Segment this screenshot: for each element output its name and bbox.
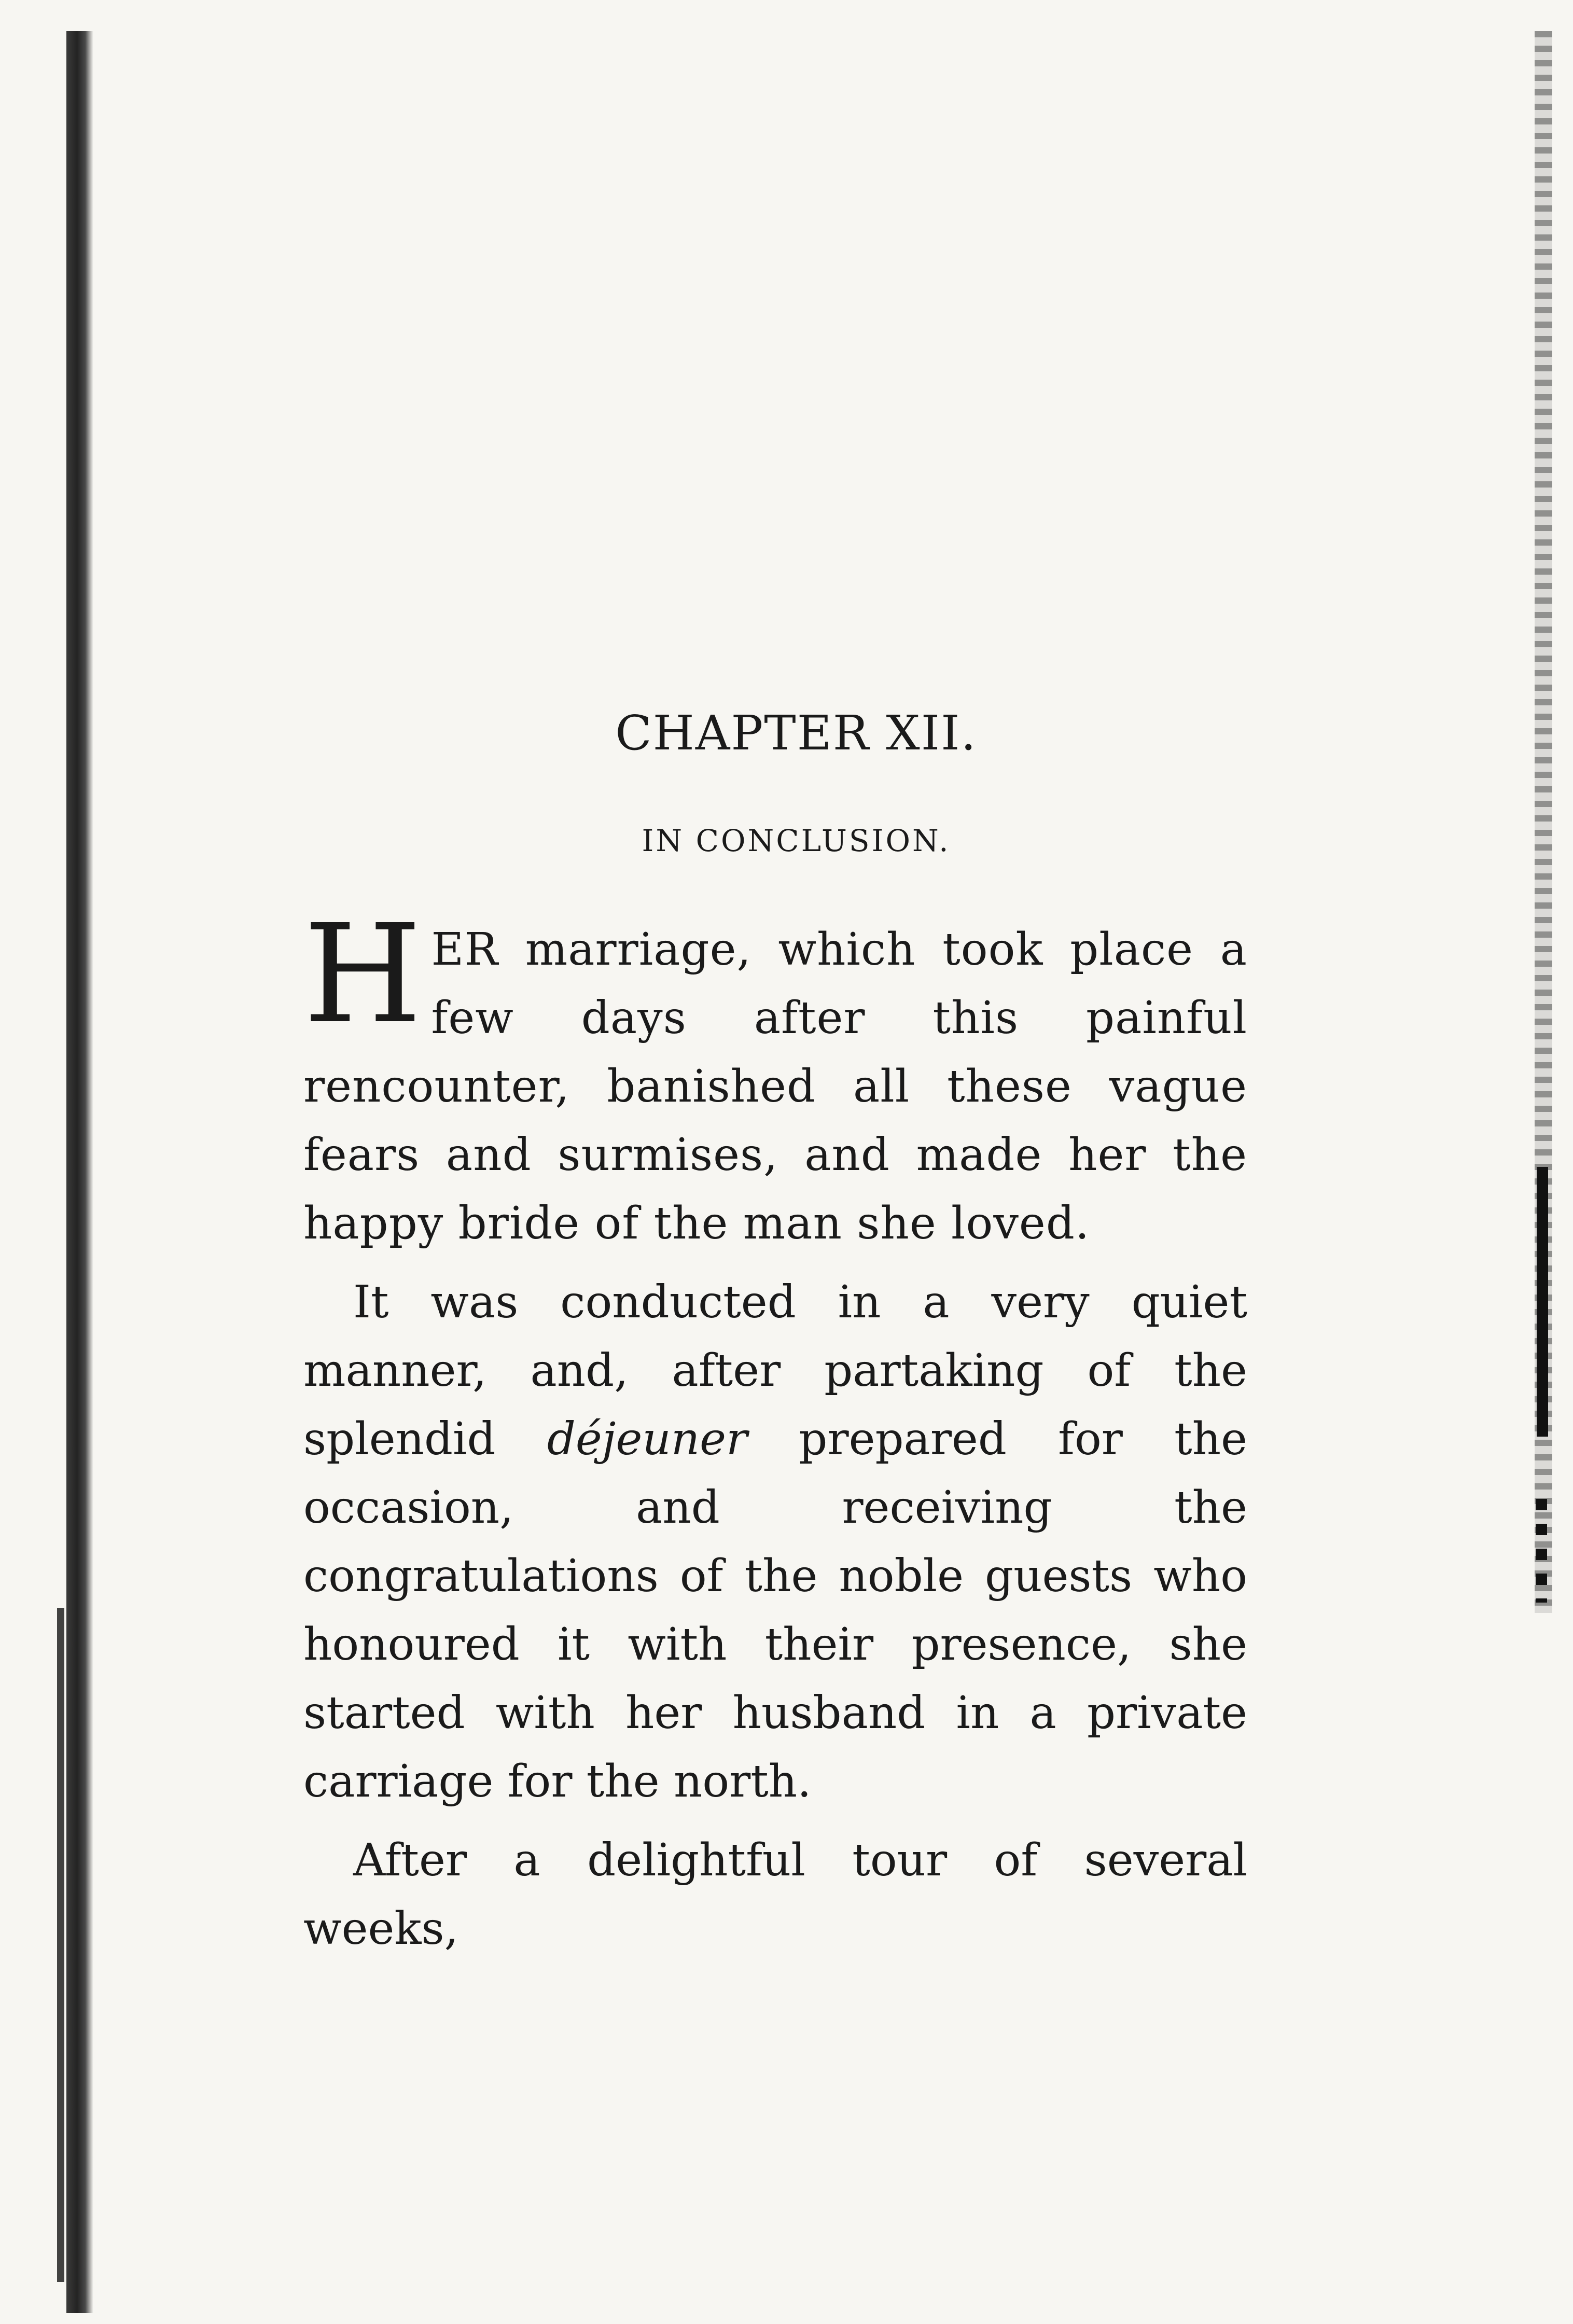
book-page bbox=[303, 705, 1247, 1963]
chapter-title: CHAPTER XII. bbox=[615, 705, 977, 761]
paragraph-1-text: ER marriage, which took place a few days after this painful rencounter, banished all these vague fears and surmises, and made her the happy bride of the man she loved. bbox=[303, 924, 1247, 1249]
paragraph-1 bbox=[303, 895, 1247, 1258]
paragraph-2 bbox=[303, 1268, 1247, 1816]
chapter-subtitle: IN CONCLUSION. bbox=[642, 823, 951, 858]
paragraph-2-text-a: It was conducted in a very quiet manner, and, after partaking of the splendid bbox=[303, 1276, 1247, 1465]
scan-binding-edge bbox=[66, 31, 93, 2313]
paragraph-2-text-b: prepared for the occasion, and receiving the congratulations of the noble guests who honoured it with their presence, she started with her husband in a private carriage for the north. bbox=[303, 1413, 1247, 1807]
paragraph-3 bbox=[303, 1826, 1247, 1963]
paragraph-3-text: After a delightful tour of several weeks, bbox=[303, 1834, 1247, 1955]
scan-edge-mark bbox=[1537, 1167, 1548, 1437]
paragraph-2-italic: déjeuner bbox=[547, 1413, 748, 1465]
drop-cap: H bbox=[303, 895, 422, 1053]
scan-edge-ticks bbox=[1536, 1499, 1547, 1603]
scan-binding-edge-lower bbox=[57, 1608, 64, 2282]
